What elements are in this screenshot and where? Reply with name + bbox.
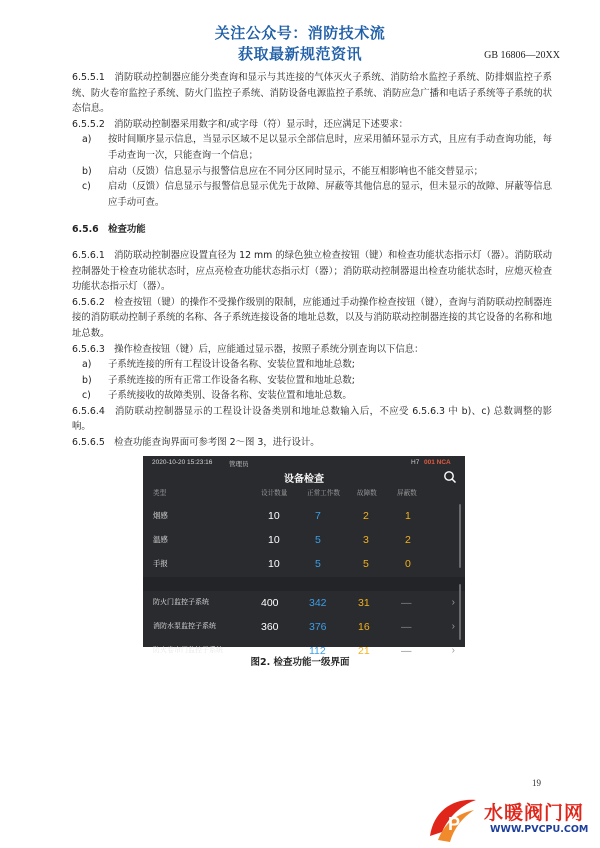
logo-brand-text: 水暖阀门网 [484, 802, 585, 824]
scrollbar[interactable] [459, 504, 461, 568]
table-row[interactable]: 防火卷帘门监控子系统 160 112 21 — › [143, 639, 465, 663]
site-logo [424, 790, 600, 848]
table-row[interactable]: 烟感 10 7 2 1 [153, 510, 411, 522]
device-check-screen [143, 456, 465, 657]
chevron-right-icon[interactable]: › [451, 645, 455, 656]
figure-caption: 图2. 检查功能一级界面 [250, 657, 350, 668]
table-row[interactable]: 防火门监控子系统 400 342 31 — › [143, 591, 465, 615]
list-item: c) 子系统接收的故障类别、设备名称、安装位置和地址总数。 [82, 390, 352, 402]
clause-6-5-5-1: 6.5.5.1 消防联动控制器应能分类查询和显示与其连接的气体灭火子系统、消防给水监控子系统、防排烟监控子系统、防火卷帘监控子系统、防火门监控子系统、消防设备电源监控子系统、消防应急广播和电话子系统等子系统的状态信息。 [72, 72, 552, 115]
section-divider [143, 577, 465, 591]
table-header [143, 488, 465, 500]
column-header: 设计数量 [261, 490, 288, 497]
clause-6-5-6-2: 6.5.6.2 检查按钮（键）的操作不受操作级别的限制，应能通过手动操作检查按钮（键），查询与消防联动控制器连接的消防联动控制子系统的名称、各子系统连接设备的地址总数，以及与消防联动控制器连接的其它设备的名称和地址总数。 [72, 296, 552, 339]
column-header: 故障数 [357, 490, 377, 497]
column-header: 类型 [153, 490, 167, 497]
status-badge: 001 NCA [424, 459, 451, 466]
watermark-line-1: 关注公众号：消防技术流 [214, 24, 386, 42]
table-row[interactable]: 手报 10 5 5 0 [153, 558, 411, 570]
watermark-line-2: 获取最新规范资讯 [237, 45, 362, 63]
scrollbar[interactable] [459, 584, 461, 640]
status-user: 管理员 [229, 461, 249, 468]
column-header: 正常工作数 [307, 490, 340, 497]
search-icon [443, 470, 457, 484]
page-number: 19 [532, 778, 541, 788]
chevron-right-icon[interactable]: › [451, 597, 455, 608]
list-item: a) 按时间顺序显示信息，当显示区域不足以显示全部信息时，应采用循环显示方式，且应有手动查询功能，每手动查询一次，只能查询一个信息； [82, 134, 552, 161]
table-row[interactable]: 温感 10 5 3 2 [153, 534, 411, 546]
status-datetime: 2020-10-20 15:23:16 [152, 459, 213, 466]
clause-6-5-6-4: 6.5.6.4 消防联动控制器显示的工程设计设备类别和地址总数输入后，不应受 6.5.6.3 中 b)、c) 总数调整的影响。 [72, 405, 552, 433]
list-item: b) 子系统连接的所有正常工作设备名称、安装位置和地址总数; [82, 374, 355, 386]
column-header: 屏蔽数 [397, 490, 417, 497]
clause-6-5-6-3: 6.5.6.3 操作检查按钮（键）后，应能通过显示器，按照子系统分别查询以下信息： [72, 343, 424, 355]
pv-logo-icon [424, 790, 482, 848]
list-item: b) 启动（反馈）信息显示与报警信息应在不同分区同时显示，不能互相影响也不能交替显示； [82, 165, 484, 177]
document-body [72, 70, 552, 451]
table-row[interactable]: 消防水泵监控子系统 360 376 16 — › [143, 615, 465, 639]
logo-url-text: WWW.PVCPU.COM [490, 824, 589, 835]
chevron-right-icon[interactable]: › [451, 621, 455, 632]
section-heading-6-5-6: 6.5.6 检查功能 [72, 224, 146, 236]
svg-text:P: P [448, 814, 461, 834]
clause-6-5-5-2: 6.5.5.2 消防联动控制器采用数字和/或字母（符）显示时，还应满足下述要求： [72, 118, 408, 130]
screen-title: 设备检查 [284, 474, 324, 485]
status-signal: H7 [411, 459, 420, 466]
clause-6-5-6-1: 6.5.6.1 消防联动控制器应设置直径为 12 mm 的绿色独立检查按钮（键）和检查功能状态指示灯（器）。消防联动控制器处于检查功能状态时，应点亮检查功能状态指示灯（器）；消防联动控制器退出检查功能状态时，应熄灭检查功能状态指示灯（器）。 [72, 249, 552, 293]
standard-number: GB 16806—20XX [484, 50, 560, 61]
status-bar [143, 456, 465, 470]
list-item: a) 子系统连接的所有工程设计设备名称、安装位置和地址总数; [82, 359, 355, 371]
clause-6-5-6-5: 6.5.6.5 检查功能查询界面可参考图 2～图 3，进行设计。 [72, 437, 320, 449]
search-button[interactable] [443, 470, 457, 484]
list-item: c) 启动（反馈）信息显示与报警信息显示优先于故障、屏蔽等其他信息的显示，但未显示的故障、屏蔽等信息应手动可查。 [82, 181, 552, 208]
